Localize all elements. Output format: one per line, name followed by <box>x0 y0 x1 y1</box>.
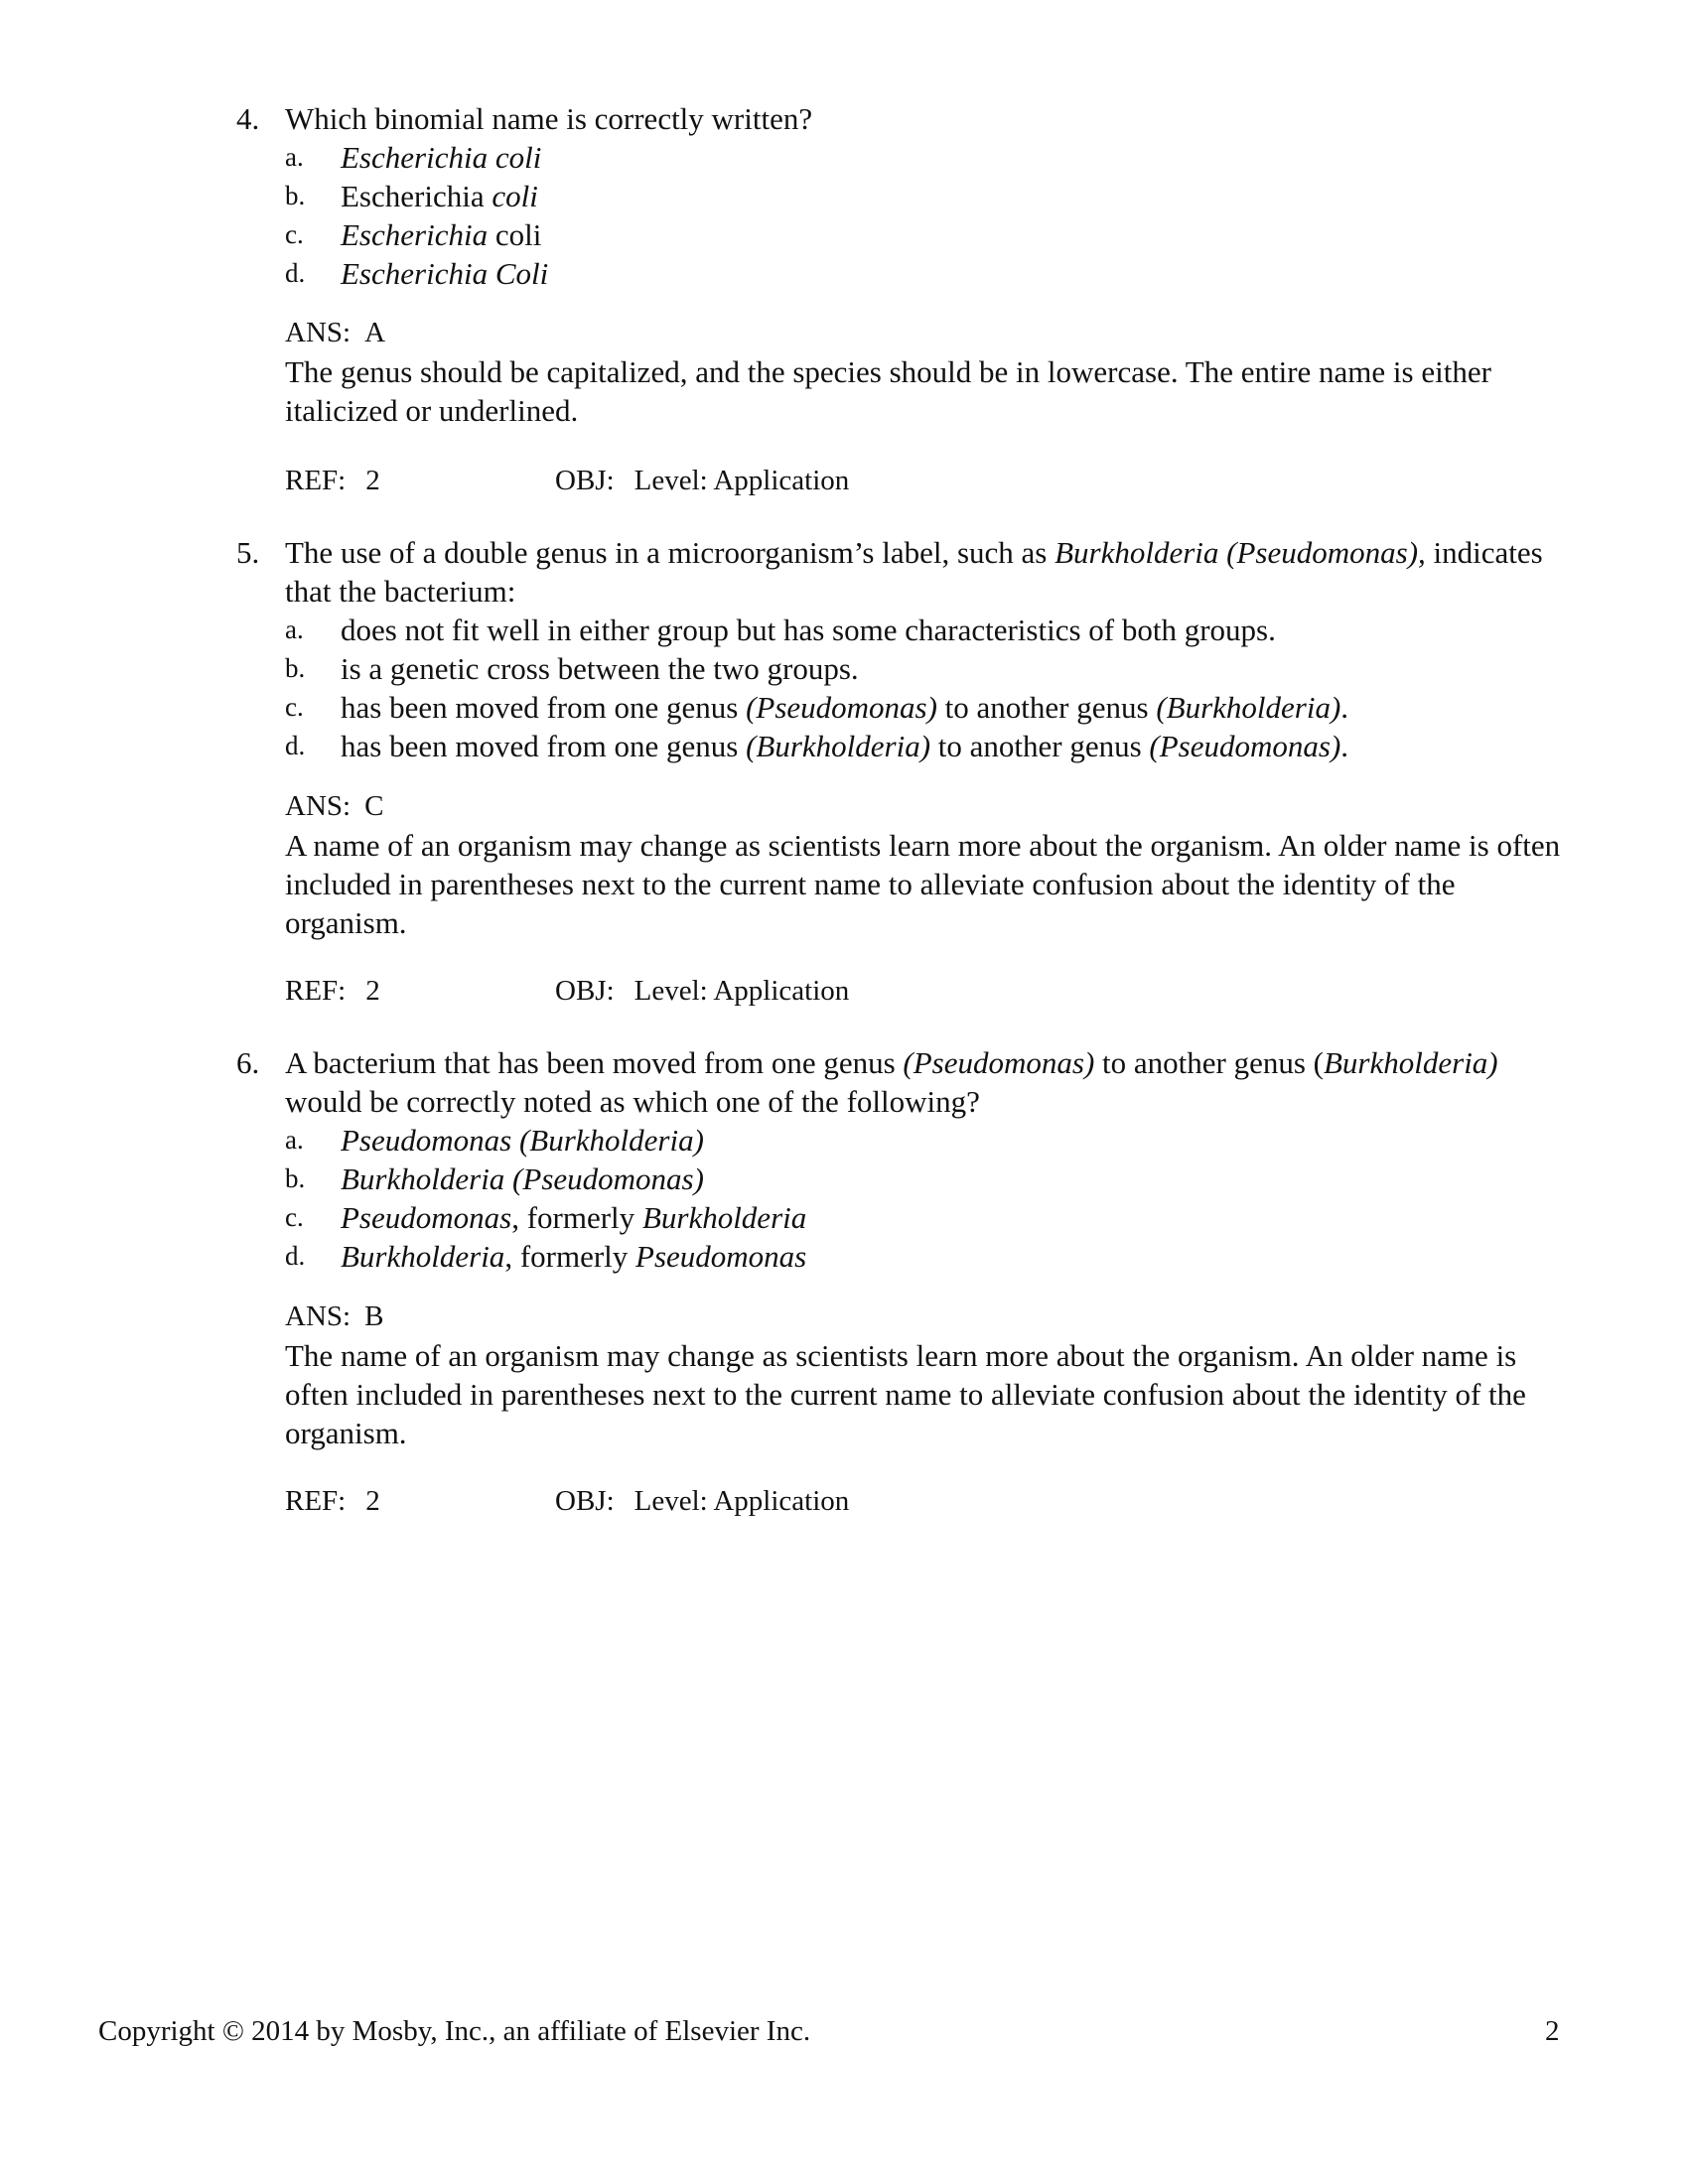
option-text: Burkholderia (Pseudomonas) <box>341 1161 704 1196</box>
answer-block <box>285 1297 1566 1452</box>
ref-field: REF: 2 <box>285 1485 380 1517</box>
option-letter: d. <box>285 258 306 288</box>
option-letter: d. <box>285 1241 306 1271</box>
question-number: 6. <box>236 1045 260 1080</box>
option-letter: c. <box>285 692 304 722</box>
option-letter: b. <box>285 1163 306 1193</box>
option-text: Escherichia coli <box>341 179 538 213</box>
option-text: Escherichia Coli <box>341 256 549 291</box>
answer-value: C <box>364 790 384 822</box>
option-letter: a. <box>285 142 304 172</box>
option-text: does not fit well in either group but has some characteristics of both groups. <box>341 613 1276 647</box>
option-text: Escherichia coli <box>341 217 542 252</box>
question-stem: A bacterium that has been moved from one genus (Pseudomonas) to another genus (Burkholderia) would be correctly noted as which one of the following? <box>285 1045 1498 1119</box>
copyright-footer: Copyright © 2014 by Mosby, Inc., an affiliate of Elsevier Inc. <box>98 2015 811 2047</box>
obj-field: OBJ: Level: Application <box>555 465 850 496</box>
answer-block <box>285 314 1566 430</box>
ref-field: REF: 2 <box>285 465 380 496</box>
stem-text: Which binomial name is correctly written? <box>285 101 813 136</box>
option-letter: a. <box>285 614 304 644</box>
option-text: Burkholderia, formerly Pseudomonas <box>341 1239 807 1274</box>
page-number: 2 <box>1545 2015 1560 2047</box>
question-stem: The use of a double genus in a microorganism’s label, such as Burkholderia (Pseudomonas), indicates that the bacterium: <box>285 535 1543 609</box>
obj-field: OBJ: Level: Application <box>555 1485 850 1517</box>
option-text: Pseudomonas (Burkholderia) <box>341 1123 704 1158</box>
option-text: Escherichia coli <box>341 140 542 175</box>
option-text: Pseudomonas, formerly Burkholderia <box>341 1200 807 1235</box>
option-letter: c. <box>285 1202 304 1232</box>
option-text: is a genetic cross between the two groups. <box>341 651 859 686</box>
answer-label: ANS: B <box>285 1300 384 1332</box>
option-letter: b. <box>285 181 306 210</box>
ref-field: REF: 2 <box>285 975 380 1007</box>
option-text: has been moved from one genus (Pseudomonas) to another genus (Burkholderia). <box>341 690 1349 725</box>
answer-value: A <box>364 317 386 348</box>
option-letter: a. <box>285 1125 304 1155</box>
option-letter: b. <box>285 653 306 683</box>
answer-label: ANS: A <box>285 317 386 348</box>
answer-label: ANS: C <box>285 790 384 822</box>
option-letter: c. <box>285 219 304 249</box>
answer-rationale: The genus should be capitalized, and the species should be in lowercase. The entire name is either italicized or underlined. <box>285 354 1491 428</box>
question-number: 4. <box>236 101 260 136</box>
answer-rationale: The name of an organism may change as scientists learn more about the organism. An older name is often included in parentheses next to the current name to alleviate confusion about the identity of the organism. <box>285 1338 1526 1450</box>
answer-block <box>285 787 1566 942</box>
obj-field: OBJ: Level: Application <box>555 975 850 1007</box>
answer-rationale: A name of an organism may change as scientists learn more about the organism. An older name is often included in parentheses next to the current name to alleviate confusion about the identity of the organism. <box>285 828 1561 940</box>
option-letter: d. <box>285 731 306 760</box>
answer-value: B <box>364 1300 384 1332</box>
option-text: has been moved from one genus (Burkholderia) to another genus (Pseudomonas). <box>341 729 1349 763</box>
question-stem <box>285 99 1556 138</box>
question-number: 5. <box>236 535 260 570</box>
